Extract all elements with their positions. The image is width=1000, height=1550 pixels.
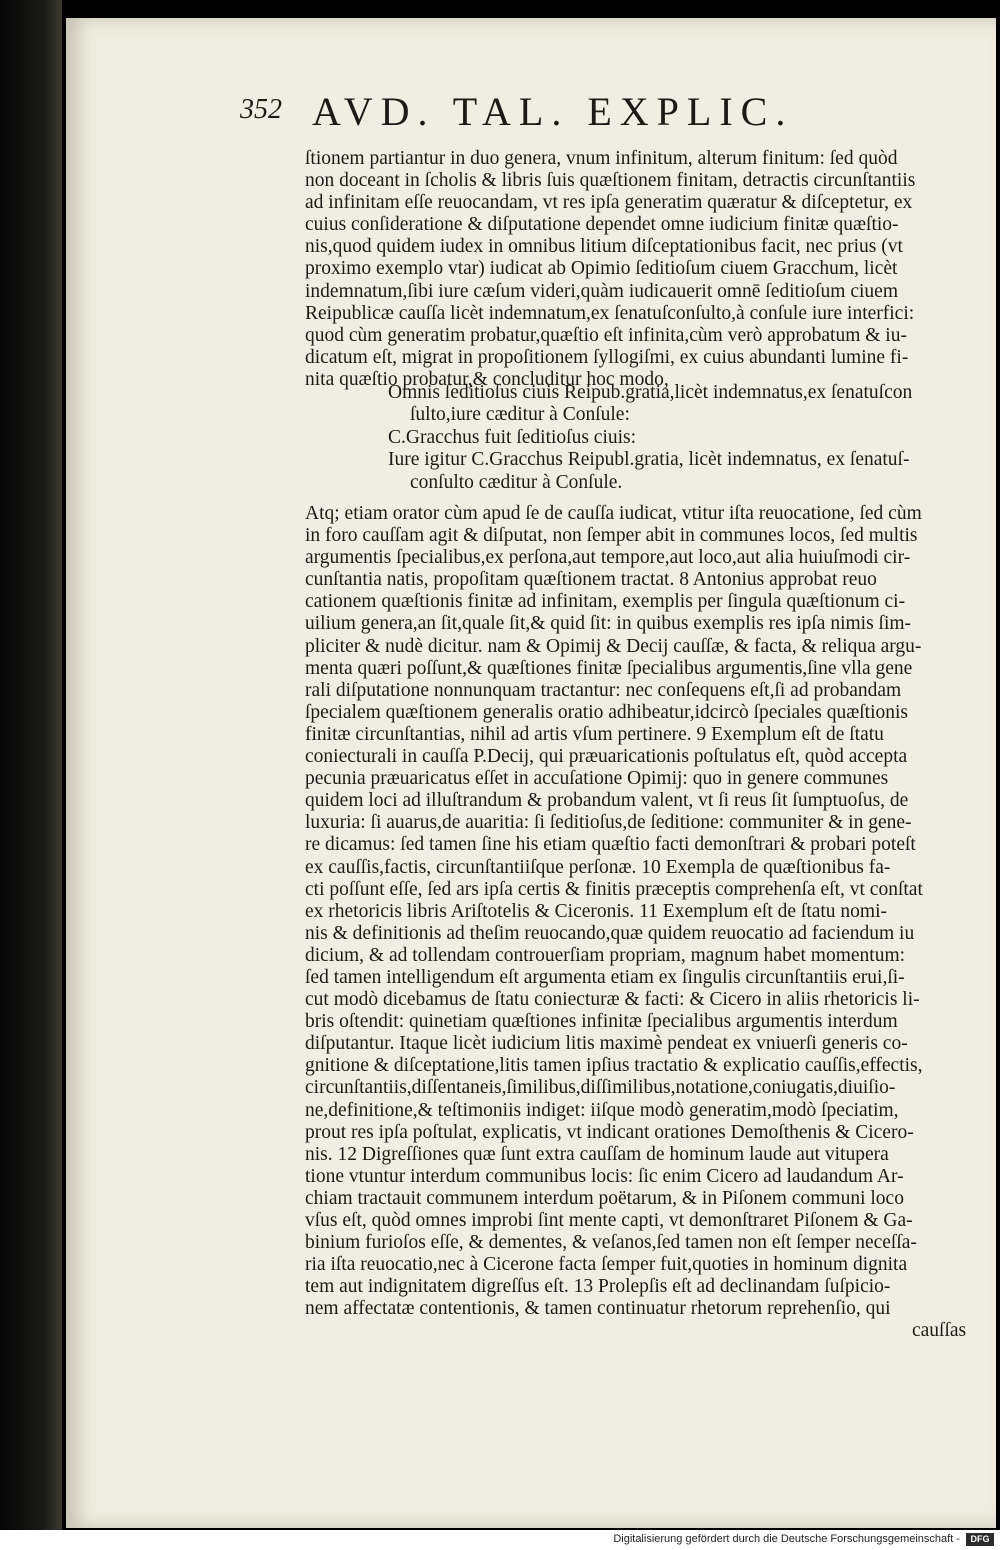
text-line: diſputantur. Itaque licèt iudicium litis maximè pendeat ex vniuerſi generis co- bbox=[305, 1033, 908, 1055]
text-line: cti poſſunt eſſe, ſed ars ipſa certis & finitis præceptis comprehenſa eſt, vt conſtat bbox=[305, 878, 923, 900]
syllogism-major-premise-cont: ſulto,iure cæditur à Conſule: bbox=[410, 404, 630, 426]
page-header bbox=[240, 88, 980, 138]
text-line: ria iſta reuocatio,nec à Cicerone facta ſemper fuit,quoties in hominum dignita bbox=[305, 1254, 908, 1276]
text-line: non doceant in ſcholis & libris ſuis quæſtionem finitam, detractis circunſtantiis bbox=[305, 170, 916, 192]
text-line: re dicamus: ſed tamen ſine his etiam quæſtio facti demonſtrari & probari poteſt bbox=[305, 834, 916, 856]
text-line: in foro cauſſam agit & diſputat, non ſemper abit in communes locos, ſed multis bbox=[305, 525, 918, 547]
text-line: cunſtantia natis, propoſitam quæſtionem tractat. 8 Antonius approbat reuo bbox=[305, 569, 877, 591]
text-line: pecunia præuaricatus eſſet in accuſatione Opimij: quo in genere communes bbox=[305, 768, 889, 790]
text-line: nem affectatæ contentionis, & tamen continuatur rhetorum reprehenſio, qui bbox=[305, 1298, 891, 1320]
syllogism-conclusion: Iure igitur C.Gracchus Reipubl.gratia, licèt indemnatus, ex ſenatuſ- bbox=[388, 449, 910, 471]
text-line: cationem quæſtionis finitæ ad infinitam, exemplis per ſingula quæſtionum ci- bbox=[305, 591, 906, 613]
dfg-logo-icon: DFG bbox=[966, 1533, 994, 1546]
text-line: finitæ circunſtantias, nihil ad artis vſum pertinere. 9 Exemplum eſt de ſtatu bbox=[305, 723, 884, 745]
text-line: Atq; etiam orator cùm apud ſe de cauſſa iudicat, vtitur iſta reuocatione, ſed cùm bbox=[305, 503, 922, 524]
text-line: pliciter & nudè dicitur. nam & Opimij & Decij cauſſæ, & facta, & reliqua argu- bbox=[305, 635, 922, 657]
text-line: quod cùm generatim probatur,quæſtio eſt infinita,cùm verò approbatum & iu- bbox=[305, 324, 907, 346]
text-line: dicium, & ad tollendam controuerſiam propriam, magnum habet momentum: bbox=[305, 944, 906, 966]
syllogism-minor-premise: C.Gracchus fuit ſeditioſus ciuis: bbox=[388, 426, 637, 448]
paragraph-opening bbox=[305, 148, 985, 391]
text-line: binium furioſos eſſe, & dementes, & veſanos,ſed tamen non eſt ſemper neceſſa- bbox=[305, 1232, 917, 1254]
paragraph-commentary bbox=[305, 503, 985, 1320]
digitization-footer bbox=[0, 1530, 1000, 1550]
text-line: ſed tamen intelligendum eſt argumenta etiam ex ſingulis circunſtantiis erui,ſi- bbox=[305, 966, 905, 988]
text-line: cut modò dicebamus de ſtatu coniecturæ & facti: & Cicero in aliis rhetoricis li- bbox=[305, 989, 920, 1011]
text-line: circunſtantiis,diſſentaneis,ſimilibus,diſſimilibus,notatione,coniugatis,diuiſio- bbox=[305, 1077, 896, 1099]
text-line: nis. 12 Digreſſiones quæ ſunt extra cauſſam de hominum laude aut vitupera bbox=[305, 1143, 889, 1165]
text-line: ex rhetoricis libris Ariſtotelis & Ciceronis. 11 Exemplum eſt de ſtatu nomi- bbox=[305, 900, 888, 922]
text-line: Reipublicæ cauſſa licèt indemnatum,ex ſenatuſconſulto,à conſule iure interfici: bbox=[305, 302, 915, 324]
text-line: chiam tractauit communem interdum poëtarum, & in Piſonem communi loco bbox=[305, 1187, 904, 1209]
text-line: dicatum eſt, migrat in propoſitionem ſyllogiſmi, ex cuius abundanti lumine fi- bbox=[305, 346, 909, 368]
text-line: indemnatum,ſibi iure cæſum videri,quàm iudicauerit omnē ſeditioſum ciuem bbox=[305, 280, 898, 302]
text-line: nis,quod quidem iudex in omnibus litium diſceptationibus facit, nec prius (vt bbox=[305, 236, 903, 258]
text-line: ex cauſſis,factis, circunſtantiiſque perſonæ. 10 Exempla de quæſtionibus fa- bbox=[305, 856, 891, 878]
text-line: ne,definitione,& teſtimoniis indiget: iiſque modò generatim,modò ſpeciatim, bbox=[305, 1099, 899, 1121]
text-line: ſpecialem quæſtionem generalis oratio adhibeatur,idcircò ſpeciales quæſtionis bbox=[305, 701, 908, 723]
text-line: menta quæri poſſunt,& quæſtiones finitæ ſpecialibus argumentis,ſine vlla gene bbox=[305, 657, 913, 679]
catchword: cauſſas bbox=[912, 1320, 967, 1341]
text-line: prout res ipſa poſtulat, explicatis, vt indicant orationes Demoſthenis & Cicero- bbox=[305, 1121, 914, 1143]
text-line: rali diſputatione nonnunquam tractantur: nec conſequens eſt,ſi ad probandam bbox=[305, 679, 902, 701]
text-line: bris oſtendit: quinetiam quæſtiones infinitæ ſpecialibus argumentis interdum bbox=[305, 1011, 898, 1033]
funding-note: Digitalisierung gefördert durch die Deutsche Forschungsgemeinschaft - bbox=[613, 1533, 960, 1545]
text-line: uilium genera,an ſit,quale ſit,& quid ſit: in quibus exemplis res ipſa nimis ſim- bbox=[305, 613, 912, 635]
text-line: nis & definitionis ad theſim reuocando,quæ quidem reuocatio ad faciendum iu bbox=[305, 922, 915, 944]
page-number: 352 bbox=[240, 94, 282, 125]
scan-dark-margin bbox=[0, 0, 62, 1530]
text-line: cuius conſideratione & diſputatione dependet omne iudicium finitæ quæſtio- bbox=[305, 214, 899, 236]
syllogism-major-premise: Omnis ſeditioſus ciuis Reipub.gratia,licèt indemnatus,ex ſenatuſcon bbox=[388, 382, 913, 403]
text-line: nita quæſtio probatur,& concluditur hoc modo, bbox=[305, 368, 669, 390]
running-title: AVD. TAL. EXPLIC. bbox=[312, 89, 794, 134]
text-line: vſus eſt, quòd omnes improbi ſint mente capti, vt demonſtraret Piſonem & Ga- bbox=[305, 1210, 913, 1231]
text-line: quidem loci ad illuſtrandum & probandum valent, vt ſi reus ſit ſumptuoſus, de bbox=[305, 790, 909, 812]
text-line: gnitione & diſceptatione,litis tamen ipſius tractatio & explicatio cauſſis,effectis, bbox=[305, 1055, 923, 1077]
text-line: ſtionem partiantur in duo genera, vnum infinitum, alterum finitum: ſed quòd bbox=[305, 148, 898, 169]
text-line: luxuria: ſi auarus,de auaritia: ſi ſeditioſus,de ſeditione: communiter & in gene- bbox=[305, 812, 912, 834]
text-line: proximo exemplo vtar) iudicat ab Opimio ſeditioſum ciuem Gracchum, licèt bbox=[305, 258, 898, 280]
syllogism-conclusion-cont: conſulto cæditur à Conſule. bbox=[410, 471, 623, 493]
text-line: tem aut indignitatem digreſſus eſt. 13 Prolepſis eſt ad declinandam ſuſpicio- bbox=[305, 1276, 891, 1298]
text-line: coniecturali in cauſſa P.Decij, qui præuaricationis poſtulatus eſt, quòd accepta bbox=[305, 746, 908, 768]
text-line: tione vtuntur interdum communibus locis: ſic enim Cicero ad laudandum Ar- bbox=[305, 1165, 904, 1187]
syllogism-block bbox=[388, 382, 988, 494]
text-line: argumentis ſpecialibus,ex perſona,aut tempore,aut loco,aut alia huiuſmodi cir- bbox=[305, 547, 911, 569]
text-line: ad infinitam eſſe reuocandam, vt res ipſa generatim quæratur & diſceptetur, ex bbox=[305, 192, 913, 214]
